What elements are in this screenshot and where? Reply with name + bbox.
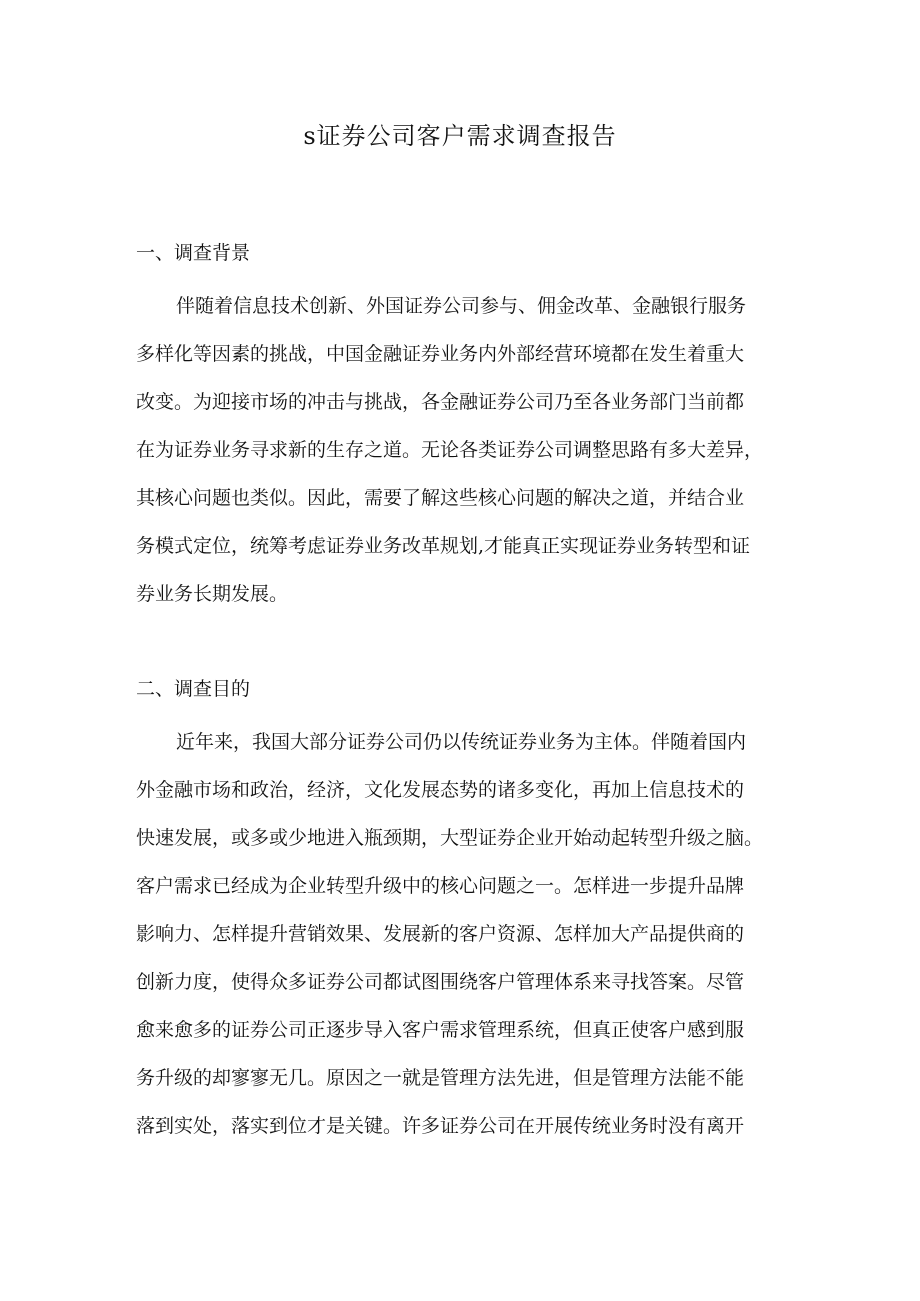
paragraph-line: 外金融市场和政治，经济，文化发展态势的诸多变化，再加上信息技术的 — [136, 779, 745, 801]
paragraph-purpose — [136, 718, 792, 1150]
paragraph-line: 影响力、怎样提升营销效果、发展新的客户资源、怎样加大产品提供商的 — [136, 923, 745, 945]
paragraph-line: 改变。为迎接市场的冲击与挑战，各金融证券公司乃至各业务部门当前都 — [136, 391, 745, 413]
paragraph-line: 多样化等因素的挑战，中国金融证券业务内外部经营环境都在发生着重大 — [136, 343, 745, 365]
paragraph-line: 在为证券业务寻求新的生存之道。无论各类证券公司调整思路有多大差异， — [136, 439, 764, 461]
paragraph-line: 务模式定位，统筹考虑证券业务改革规划,才能真正实现证券业务转型和证 — [136, 535, 751, 557]
paragraph-line: 近年来，我国大部分证券公司仍以传统证券业务为主体。伴随着国内 — [176, 731, 747, 753]
paragraph-line: 快速发展，或多或少地进入瓶颈期，大型证券企业开始动起转型升级之脑。 — [136, 827, 764, 849]
section-heading-purpose: 二、调查目的 — [136, 678, 251, 700]
paragraph-line: 落到实处，落实到位才是关键。许多证券公司在开展传统业务时没有离开 — [136, 1115, 745, 1137]
document-title: s证券公司客户需求调查报告 — [303, 122, 617, 150]
section-heading-background: 一、调查背景 — [136, 242, 251, 264]
paragraph-line: 愈来愈多的证券公司正逐步导入客户需求管理系统，但真正使客户感到服 — [136, 1019, 745, 1041]
paragraph-line: 伴随着信息技术创新、外国证券公司参与、佣金改革、金融银行服务 — [176, 295, 747, 317]
paragraph-line: 务升级的却寥寥无几。原因之一就是管理方法先进，但是管理方法能不能 — [136, 1067, 745, 1089]
paragraph-line: 其核心问题也类似。因此，需要了解这些核心问题的解决之道，并结合业 — [136, 487, 745, 509]
paragraph-line: 创新力度，使得众多证券公司都试图围绕客户管理体系来寻找答案。尽管 — [136, 971, 745, 993]
paragraph-line: 客户需求已经成为企业转型升级中的核心问题之一。怎样进一步提升品牌 — [136, 875, 745, 897]
paragraph-line: 券业务长期发展。 — [136, 583, 289, 605]
paragraph-background — [136, 282, 792, 618]
